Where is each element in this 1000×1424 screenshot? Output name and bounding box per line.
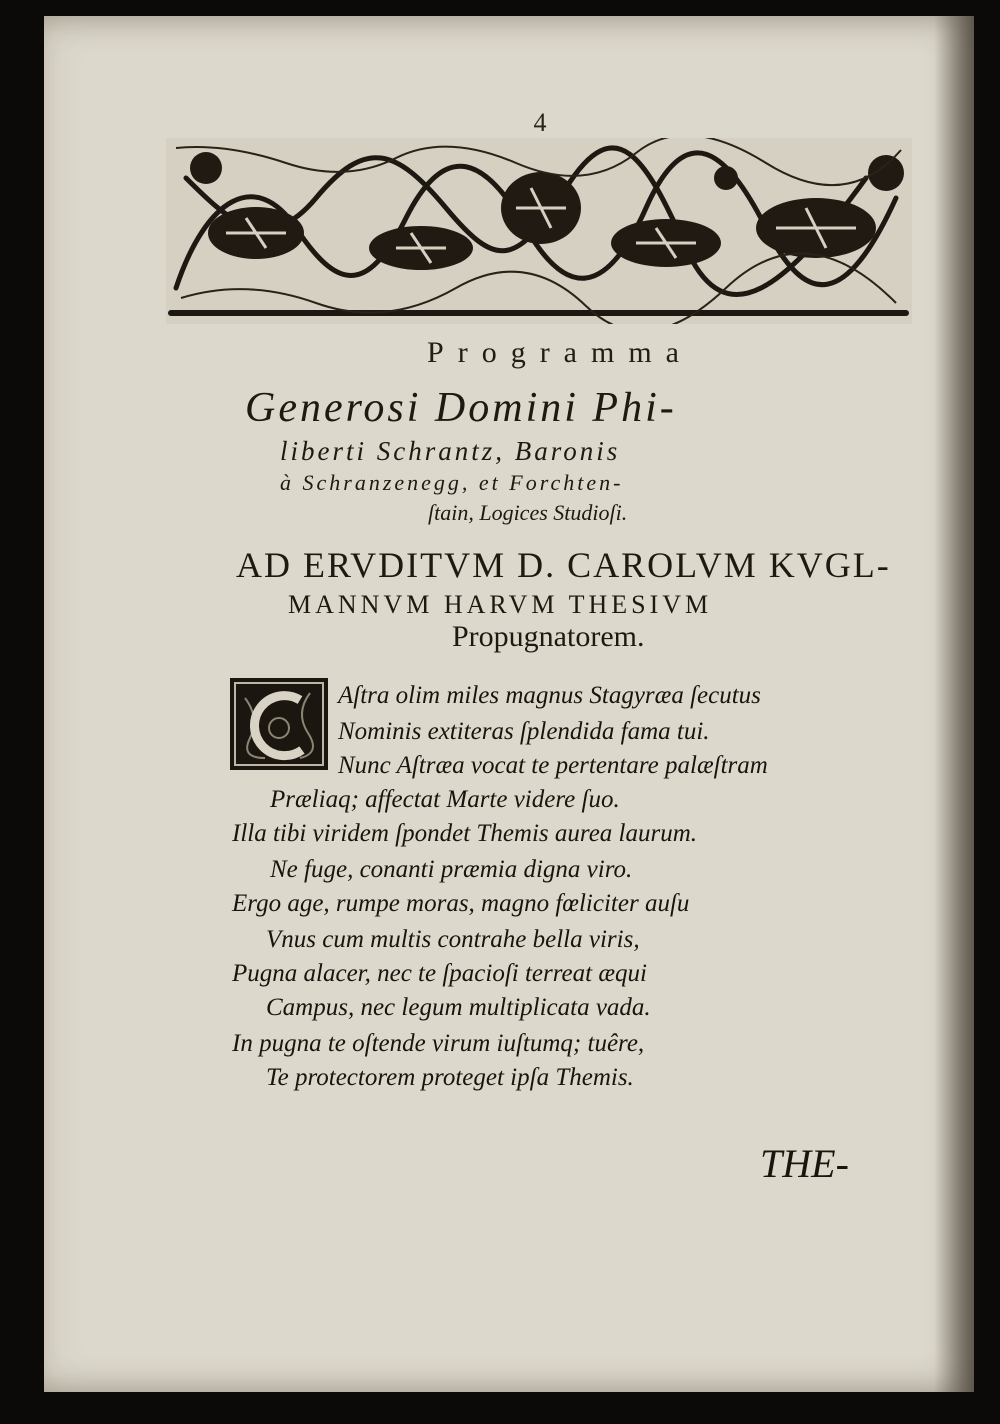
verse-line: Aſtra olim miles magnus Stagyræa ſecutus xyxy=(338,682,761,709)
verse-line: Ne fuge, conanti præmia digna viro. xyxy=(270,856,633,883)
verse-line: Præliaq; affectat Marte videre ſuo. xyxy=(270,786,620,813)
woodcut-headpiece-ornament xyxy=(166,138,912,324)
verse-line: In pugna te oſtende virum iuſtumq; tuêre, xyxy=(232,1030,645,1057)
verse-line: Ergo age, rumpe moras, magno fœliciter auſu xyxy=(232,890,690,917)
verse-line: Te protectorem proteget ipſa Themis. xyxy=(266,1064,634,1091)
verse-line: Pugna alacer, nec te ſpacioſi terreat æqui xyxy=(232,960,647,987)
page-gutter-shadow xyxy=(934,16,974,1392)
decorated-initial-c-ornament xyxy=(230,678,328,770)
verse-line: Illa tibi viridem ſpondet Themis aurea laurum. xyxy=(232,820,698,847)
heading-line-4: à Schranzenegg, et Forchten- xyxy=(280,470,624,495)
page-number: 4 xyxy=(533,108,547,137)
heading-line-3: liberti Schrantz, Baronis xyxy=(280,436,621,466)
verse-line: Nunc Aſtræa vocat te pertentare palæſtram xyxy=(338,752,768,779)
dedication-line-3: Propugnatorem. xyxy=(452,620,645,653)
dedication-line-1: AD ERVDITVM D. CAROLVM KVGL- xyxy=(236,545,891,585)
verse-line: Vnus cum multis contrahe bella viris, xyxy=(266,926,640,953)
heading-programma: Programma xyxy=(427,336,693,369)
heading-line-2: Generosi Domini Phi- xyxy=(245,385,677,431)
catchword: THE- xyxy=(760,1141,849,1186)
heading-line-5: ſtain, Logices Studioſi. xyxy=(428,500,628,525)
verse-line: Campus, nec legum multiplicata vada. xyxy=(266,994,651,1021)
dedication-line-2: MANNVM HARVM THESIVM xyxy=(288,590,713,619)
verse-line: Nominis extiteras ſplendida fama tui. xyxy=(338,718,710,745)
